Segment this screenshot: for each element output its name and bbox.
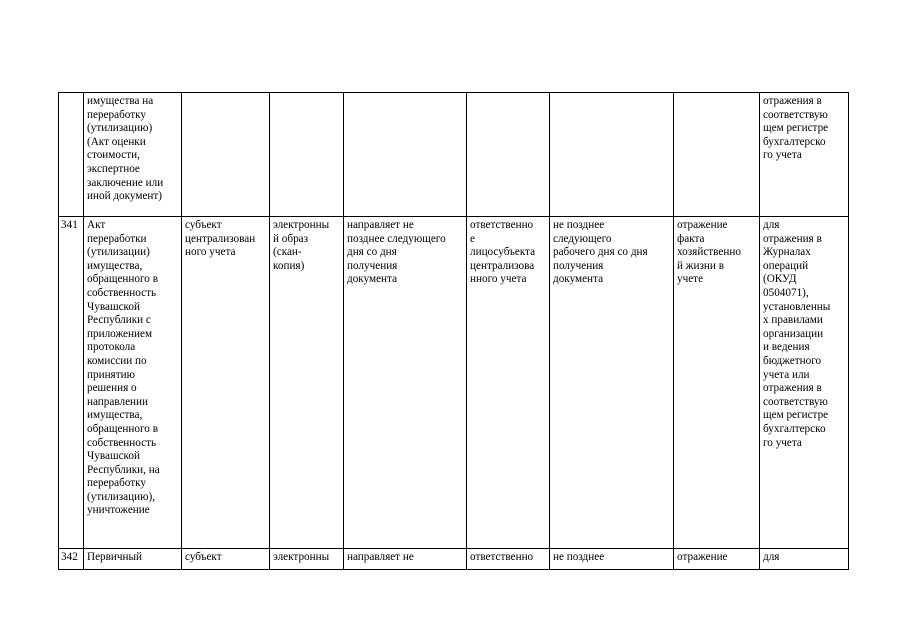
action-cell — [344, 93, 467, 217]
creator-cell — [182, 93, 270, 217]
format-cell: электронны — [270, 549, 344, 570]
format-cell — [270, 93, 344, 217]
action-cell: направляет не позднее следующего дня со дня получения документа — [344, 217, 467, 549]
purpose-cell — [674, 93, 760, 217]
purpose-cell: отражение — [674, 549, 760, 570]
row-number-cell: 341 — [59, 217, 84, 549]
deadline-cell — [550, 93, 674, 217]
row-number-cell — [59, 93, 84, 217]
document-name-cell: имущества на переработку (утилизацию) (Акт оценки стоимости, экспертное заключение или иной документ) — [84, 93, 182, 217]
responsible-cell: ответственно е лицосубъекта централизова нного учета — [467, 217, 550, 549]
deadline-cell: не позднее — [550, 549, 674, 570]
format-cell: электронны й образ (скан- копия) — [270, 217, 344, 549]
registry-cell: для отражения в Журналах операций (ОКУД 0504071), установленны х правилами организации и ведения бюджетного учета или отражения в соответствую щем регистре бухгалтерско го учета — [760, 217, 849, 549]
creator-cell: субъект централизован ного учета — [182, 217, 270, 549]
deadline-cell: не позднее следующего рабочего дня со дня получения документа — [550, 217, 674, 549]
responsible-cell: ответственно — [467, 549, 550, 570]
document-name-cell: Акт переработки (утилизации) имущества, обращенного в собственность Чувашской Республики с приложением протокола комиссии по принятию решения о направлении имущества, обращенного в собственность Чувашской Республики, на переработку (утилизацию), уничтожение — [84, 217, 182, 549]
table-row — [59, 217, 849, 549]
responsible-cell — [467, 93, 550, 217]
table-row — [59, 93, 849, 217]
table-row — [59, 549, 849, 570]
registry-cell: для — [760, 549, 849, 570]
document-name-cell: Первичный — [84, 549, 182, 570]
creator-cell: субъект — [182, 549, 270, 570]
registry-cell: отражения в соответствую щем регистре бухгалтерско го учета — [760, 93, 849, 217]
purpose-cell: отражение факта хозяйственно й жизни в учете — [674, 217, 760, 549]
row-number-cell: 342 — [59, 549, 84, 570]
action-cell: направляет не — [344, 549, 467, 570]
document-table — [58, 92, 849, 570]
